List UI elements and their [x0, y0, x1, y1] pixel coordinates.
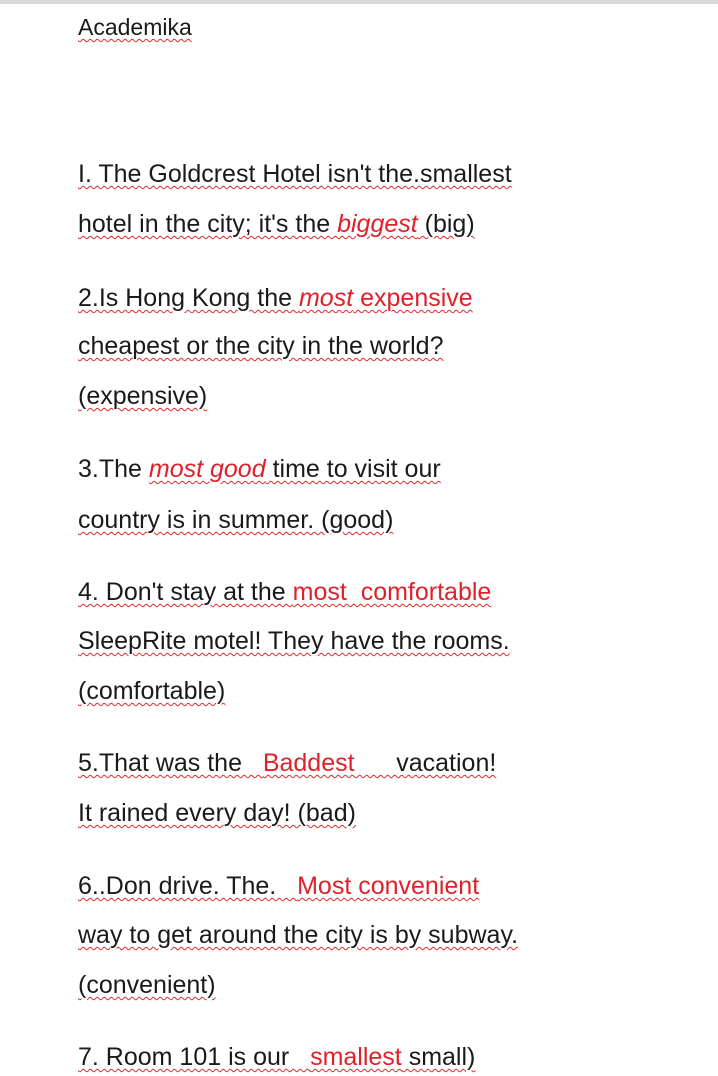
question-1-line-1 [78, 157, 512, 191]
question-5-line-1 [78, 746, 496, 780]
question-5-line-2 [78, 796, 356, 830]
question-5-answer: Baddest [262, 749, 355, 777]
question-4-hint: (comfortable) [78, 677, 226, 705]
question-1-answer: biggest [337, 210, 418, 238]
question-3-answer: most good [148, 455, 266, 483]
question-6-hint: (convenient) [78, 971, 216, 999]
question-4-line-3 [78, 674, 225, 708]
question-2-line-3 [78, 379, 207, 413]
question-3-line-1 [78, 452, 441, 486]
question-3-line-2 [78, 503, 393, 537]
question-6-prefix: 6..Don drive. The. [78, 872, 298, 900]
question-7-line-1 [78, 1040, 475, 1074]
question-1-hint: (big) [417, 210, 475, 238]
question-2-answer-most: most [298, 284, 354, 312]
question-7-suffix: small) [401, 1043, 476, 1071]
question-7-prefix: 7. Room 101 is our [78, 1043, 311, 1071]
question-6-line-3 [78, 968, 216, 1002]
question-5-suffix: vacation! [354, 749, 497, 777]
question-1-text-2: hotel in the city; it's the [78, 210, 338, 238]
question-5-prefix: 5.That was the [78, 749, 263, 777]
question-4-answer: most comfortable [292, 578, 492, 606]
question-6-line-1 [78, 869, 479, 903]
question-6-text-2: way to get around the city is by subway. [78, 921, 519, 949]
question-7-answer: smallest [310, 1043, 402, 1071]
question-1-line-2 [78, 207, 475, 241]
question-4-prefix: 4. Don't stay at the [78, 578, 293, 606]
question-3-suffix: time to visit our [265, 455, 441, 483]
question-6-line-2 [78, 918, 518, 952]
question-3-prefix: 3.The [78, 455, 149, 483]
question-4-line-2 [78, 624, 510, 658]
document-title: Academika [78, 14, 192, 40]
question-4-text-2: SleepRite motel! They have the rooms. [78, 627, 510, 655]
question-4-line-1 [78, 575, 491, 609]
question-3-text-2: country is in summer. (good) [78, 506, 394, 534]
question-2-hint: (expensive) [78, 382, 208, 410]
question-5-text-2: It rained every day! (bad) [78, 799, 356, 827]
question-2-line-2 [78, 329, 443, 363]
question-2-line-1 [78, 281, 473, 315]
question-6-answer: Most convenient [297, 872, 480, 900]
question-2-answer-expensive: expensive [353, 284, 473, 312]
question-1-text: I. The Goldcrest Hotel isn't the.smallest [78, 160, 512, 188]
question-2-prefix: 2.Is Hong Kong the [78, 284, 299, 312]
question-2-text-2: cheapest or the city in the world? [78, 332, 444, 360]
